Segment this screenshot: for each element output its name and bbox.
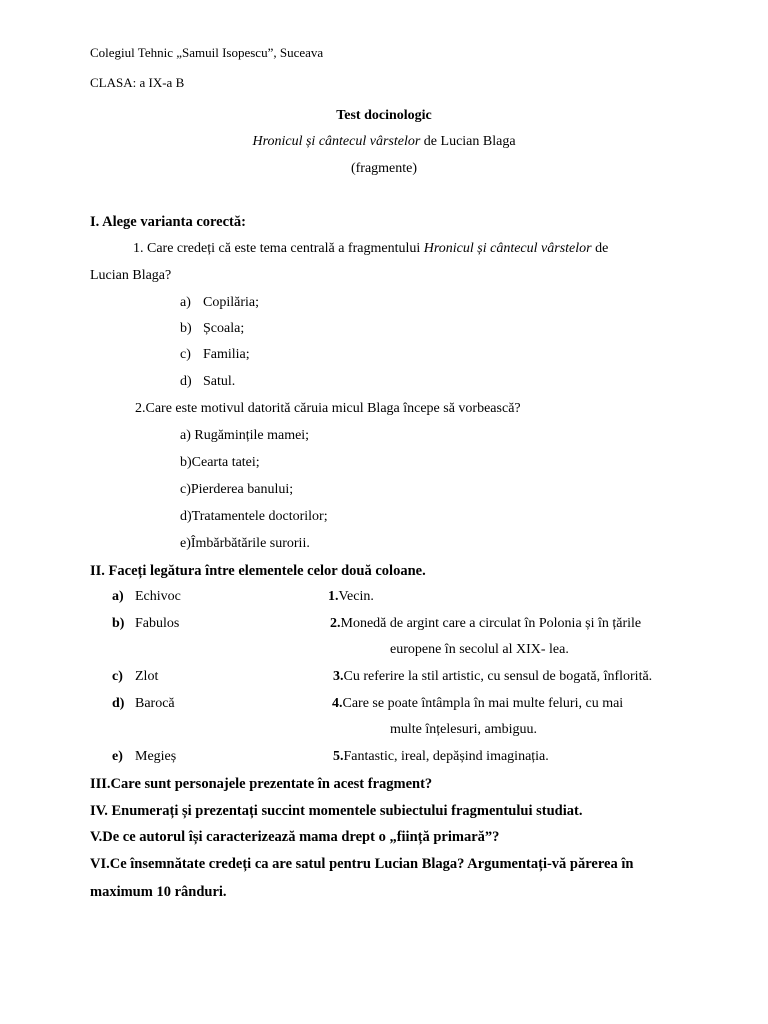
section-4-question: IV. Enumerați și prezentați succint momentele subiectului fragmentului studiat. [90, 803, 583, 819]
match-right-text: Vecin. [338, 589, 374, 604]
match-right-number: 5. [333, 749, 344, 764]
match-left-word: Megieș [135, 749, 177, 764]
question-1-option [180, 294, 259, 312]
question-1-option [180, 346, 250, 364]
question-1-option [180, 373, 236, 391]
option-letter: d) [180, 374, 192, 389]
test-title: Test docinologic [336, 108, 432, 123]
work-title-line [0, 133, 768, 151]
question-2-option: d)Tratamentele doctorilor; [180, 509, 328, 524]
match-right-item [333, 748, 549, 766]
section-6-question: VI.Ce însemnătate credeți ca are satul pentru Lucian Blaga? Argumentați-vă părerea în [90, 856, 634, 872]
match-right-item [330, 615, 641, 633]
question-1-continued: Lucian Blaga? [90, 268, 172, 283]
option-letter: b) [180, 321, 192, 336]
section-6-question-continued: maximum 10 rânduri. [90, 884, 227, 900]
class-label: CLASA: a IX-a B [90, 75, 185, 90]
match-right-number: 4. [332, 696, 343, 711]
match-left-letter: b) [112, 616, 125, 631]
question-1-text-b: de [591, 241, 609, 256]
match-right-item [333, 668, 652, 686]
match-left-letter: c) [112, 669, 123, 684]
question-1-text-a: 1. Care credeți că este tema centrală a fragmentului [133, 241, 424, 256]
match-right-number: 3. [333, 669, 344, 684]
option-letter: a) [180, 295, 191, 310]
question-2-option: e)Îmbărbătările surorii. [180, 536, 310, 551]
match-right-number: 2. [330, 616, 341, 631]
question-2: 2.Care este motivul datorită căruia micul Blaga începe să vorbească? [135, 401, 521, 416]
question-1-work-title: Hronicul și cântecul vârstelor [423, 241, 592, 256]
match-left-word: Echivoc [135, 589, 181, 604]
question-1-option [180, 320, 245, 338]
work-title: Hronicul și cântecul vârstelor [252, 134, 421, 149]
match-left-word: Fabulos [135, 616, 180, 631]
option-letter: c) [180, 347, 191, 362]
question-1 [133, 240, 608, 258]
match-left-letter: e) [112, 749, 123, 764]
work-author: de Lucian Blaga [420, 134, 516, 149]
question-2-option: b)Cearta tatei; [180, 455, 260, 470]
match-left-letter: a) [112, 589, 124, 604]
section-5-question: V.De ce autorul își caracterizează mama drept o „ființă primară”? [90, 829, 500, 845]
match-left-letter: d) [112, 696, 125, 711]
match-left-word: Barocă [135, 696, 175, 711]
option-text: Familia; [203, 347, 250, 362]
match-right-number: 1. [328, 589, 339, 604]
option-text: Satul. [203, 374, 236, 389]
question-2-option: c)Pierderea banului; [180, 482, 294, 497]
match-right-text: Monedă de argint care a circulat în Polonia și în țările [340, 616, 642, 631]
section-3-question: III.Care sunt personajele prezentate în acest fragment? [90, 776, 433, 792]
subtitle: (fragmente) [350, 161, 418, 176]
match-right-item [328, 588, 374, 606]
match-right-text: Care se poate întâmpla în mai multe feluri, cu mai [342, 696, 624, 711]
match-right-continuation: multe înțelesuri, ambiguu. [390, 722, 537, 737]
match-right-text: Cu referire la stil artistic, cu sensul de bogată, înflorită. [343, 669, 653, 684]
option-text: Școala; [203, 321, 245, 336]
match-left-word: Zlot [135, 669, 159, 684]
match-right-continuation: europene în secolul al XIX- lea. [390, 642, 569, 657]
section-1-heading: I. Alege varianta corectă: [90, 214, 246, 230]
school-name: Colegiul Tehnic „Samuil Isopescu”, Suceava [90, 45, 324, 60]
match-right-text: Fantastic, ireal, depășind imaginația. [343, 749, 549, 764]
match-right-item [332, 695, 623, 713]
option-text: Copilăria; [203, 295, 259, 310]
section-2-heading: II. Faceți legătura între elementele celor două coloane. [90, 563, 426, 579]
question-2-option: a) Rugămințile mamei; [180, 428, 310, 443]
